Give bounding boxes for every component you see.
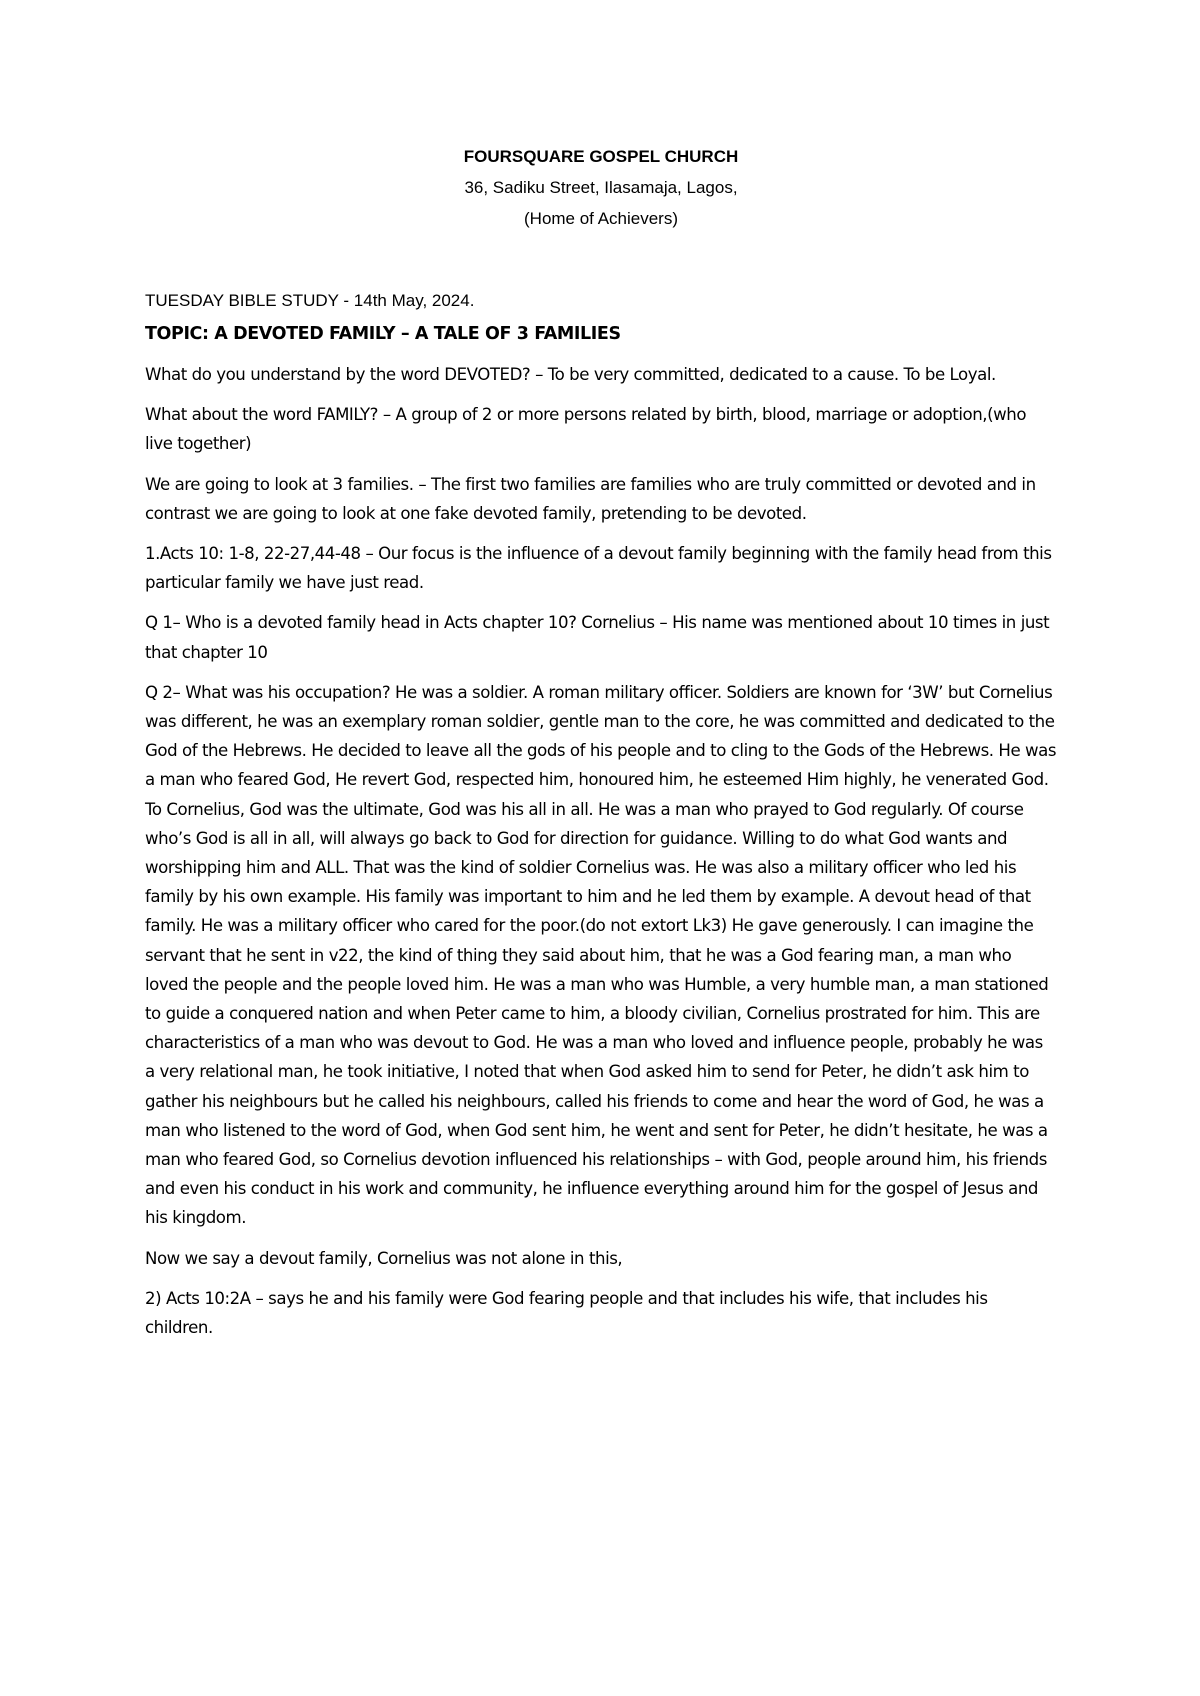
paragraph-question-1: Q 1– Who is a devoted family head in Acts chapter 10? Cornelius – His name was mentioned about 10 times in just that chapter 10 — [145, 613, 1050, 662]
paragraph-family-definition: What about the word FAMILY? – A group of 2 or more persons related by birth, blood, marriage or adoption,(who live together) — [145, 405, 1027, 454]
paragraph-devout-family: Now we say a devout family, Cornelius was not alone in this, — [145, 1248, 623, 1268]
church-address: 36, Sadiku Street, Ilasamaja, Lagos, — [464, 178, 738, 197]
paragraph-acts-10-focus: 1.Acts 10: 1-8, 22-27,44-48 – Our focus is the influence of a devout family beginning with the family head from this particular family we have just read. — [145, 544, 1052, 593]
church-name: FOURSQUARE GOSPEL CHURCH — [463, 147, 739, 166]
church-header — [145, 147, 1057, 229]
paragraph-three-families: We are going to look at 3 families. – The first two families are families who are truly committed or devoted and in contrast we are going to look at one fake devoted family, pretending to be devoted. — [145, 474, 1036, 523]
study-date-line: TUESDAY BIBLE STUDY - 14th May, 2024. — [145, 291, 475, 310]
paragraph-question-2: Q 2– What was his occupation? He was a soldier. A roman military officer. Soldiers are known for ‘3W’ but Cornelius was different, he was an exemplary roman soldier, gentle man to the core, he was committed and dedicated to the God of the Hebrews. He decided to leave all the gods of his people and to cling to the Gods of the Hebrews. He was a man who feared God, He revert God, respected him, honoured him, he esteemed Him highly, he venerated God. To Cornelius, God was the ultimate, God was his all in all. He was a man who prayed to God regularly. Of course who’s God is all in all, will always go back to God for direction for guidance. Willing to do what God wants and worshipping him and ALL. That was the kind of soldier Cornelius was. He was also a military officer who led his family by his own example. His family was important to him and he led them by example. A devout head of that family. He was a military officer who cared for the poor.(do not extort Lk3) He gave generously. I can imagine the servant that he sent in v22, the kind of thing they said about him, that he was a God fearing man, a man who loved the people and the people loved him. He was a man who was Humble, a very humble man, a man stationed to guide a conquered nation and when Peter came to him, a bloody civilian, Cornelius prostrated for him. This are characteristics of a man who was devout to God. He was a man who loved and influence people, probably he was a very relational man, he took initiative, I noted that when God asked him to send for Peter, he didn’t ask him to gather his neighbours but he called his neighbours, called his friends to come and hear the word of God, he was a man who listened to the word of God, when God sent him, he went and sent for Peter, he didn’t hesitate, he was a man who feared God, so Cornelius devotion influenced his relationships – with God, people around him, his friends and even his conduct in his work and community, he influence everything around him for the gospel of Jesus and his kingdom. — [145, 682, 1057, 1228]
study-topic: TOPIC: A DEVOTED FAMILY – A TALE OF 3 FAMILIES — [145, 324, 621, 344]
document-page — [145, 147, 1057, 1353]
paragraph-devoted-definition: What do you understand by the word DEVOTED? – To be very committed, dedicated to a cause. To be Loyal. — [145, 365, 996, 384]
paragraph-acts-10-2a: 2) Acts 10:2A – says he and his family were God fearing people and that includes his wife, that includes his children. — [145, 1288, 988, 1338]
church-motto: (Home of Achievers) — [524, 209, 678, 228]
